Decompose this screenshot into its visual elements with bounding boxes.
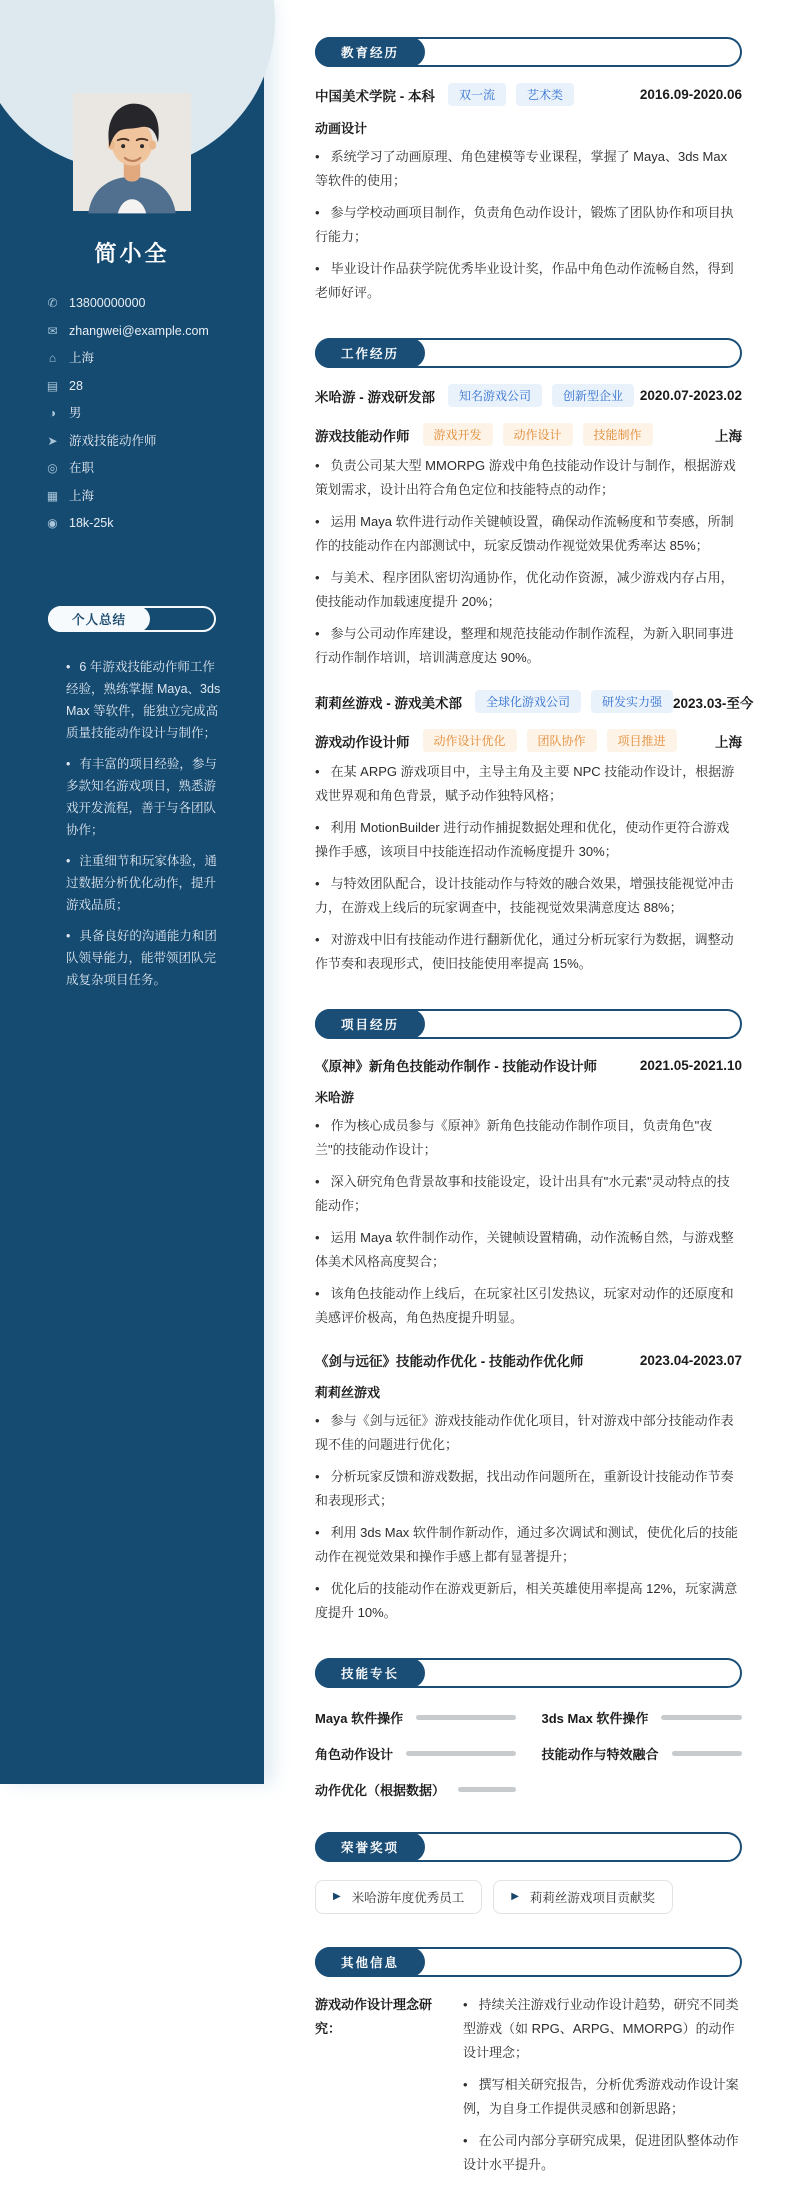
contact-age	[45, 378, 244, 395]
other-bullet: • 在公司内部分享研究成果，促进团队整体动作设计水平提升。	[463, 2129, 742, 2177]
section-projects	[315, 1009, 742, 1625]
avatar	[73, 93, 191, 211]
honors-section-title: 荣誉奖项	[315, 1832, 425, 1862]
skill-item	[542, 1744, 743, 1763]
education-bullet: • 毕业设计作品获学院优秀毕业设计奖，作品中角色动作流畅自然，得到老师好评。	[315, 257, 742, 305]
role-tag: 项目推进	[607, 729, 677, 752]
job-bullet: • 对游戏中旧有技能动作进行翻新优化，通过分析玩家行为数据，调整动作节奏和表现形式，使旧技能使用率提高 15%。	[315, 928, 742, 976]
role-header	[315, 423, 742, 446]
resume-main	[264, 0, 794, 2172]
skill-label: 3ds Max 软件操作	[541, 1711, 649, 1726]
skill-item	[315, 1780, 516, 1799]
contact-age-value: 28	[69, 378, 83, 393]
contact-phone	[45, 295, 244, 312]
job-bullet: • 负责公司某大型 MMORPG 游戏中角色技能动作设计与制作，根据游戏策划需求，设计出符合角色定位和技能特点的动作；	[315, 454, 742, 502]
status-icon: ◎	[47, 461, 58, 475]
contact-email	[45, 323, 244, 340]
other-label: 游戏动作设计理念研究：	[315, 1997, 433, 2036]
other-bullets	[463, 1993, 742, 2185]
skill-bar	[416, 1715, 515, 1720]
section-education	[315, 37, 742, 305]
other-bullet: • 持续关注游戏行业动作设计趋势，研究不同类型游戏（如 RPG、ARPG、MMORPG）的动作设计理念；	[463, 1993, 742, 2065]
job-header	[315, 384, 742, 407]
company-tags	[448, 384, 634, 407]
project-name: 《剑与远征》技能动作优化 - 技能动作优化师	[315, 1354, 584, 1369]
contact-city	[45, 350, 244, 367]
job-bullet: • 与特效团队配合，设计技能动作与特效的融合效果，增强技能视觉冲击力，在游戏上线后的玩家调查中，技能视觉效果满意度达 88%；	[315, 872, 742, 920]
job-date: 2020.07-2023.02	[639, 388, 742, 403]
section-other	[315, 1947, 742, 2185]
education-section-header	[315, 37, 742, 67]
job-bullet: • 运用 Maya 软件进行动作关键帧设置，确保动作流畅度和节奏感，所制作的技能动作在内部测试中，玩家反馈动作视觉效果优秀率达 85%；	[315, 510, 742, 558]
job-header	[315, 690, 754, 713]
project-bullet: • 分析玩家反馈和游戏数据，找出动作问题所在，重新设计技能动作节奏和表现形式；	[315, 1465, 742, 1513]
contact-status	[45, 460, 244, 477]
summary-item: • 6 年游戏技能动作师工作经验，熟练掌握 Maya、3ds Max 等软件，能独立完成高质量技能动作设计与制作；	[66, 656, 222, 744]
skill-grid	[315, 1708, 742, 1799]
play-icon: ▶	[333, 1891, 341, 1902]
project-entry	[315, 1350, 742, 1625]
projects-section-header	[315, 1009, 742, 1039]
home-icon: ⌂	[48, 351, 57, 365]
company-tag: 研发实力强	[591, 690, 673, 713]
project-bullet: • 优化后的技能动作在游戏更新后，相关英雄使用率提高 12%，玩家满意度提升 10%。	[315, 1577, 742, 1625]
honor-label: 莉莉丝游戏项目贡献奖	[529, 1891, 655, 1905]
summary-section-title: 个人总结	[48, 606, 150, 632]
major: 动画设计	[315, 121, 368, 136]
skill-bar	[661, 1715, 742, 1720]
other-bullet: • 撰写相关研究报告，分析优秀游戏动作设计案例，为自身工作提供灵感和创新思路；	[463, 2073, 742, 2121]
skill-item	[315, 1708, 516, 1727]
job-entry	[315, 690, 754, 976]
project-header	[315, 1350, 742, 1370]
other-section-header	[315, 1947, 742, 1977]
project-bullet: • 运用 Maya 软件制作动作，关键帧设置精确，动作流畅自然，与游戏整体美术风格高度契合；	[315, 1226, 742, 1274]
section-skills	[315, 1658, 742, 1799]
gender-icon: ◑	[48, 406, 57, 420]
salary-icon: ◉	[47, 516, 58, 530]
skills-section-title: 技能专长	[315, 1658, 425, 1688]
contact-gender-value: 男	[69, 406, 82, 420]
role-tag: 技能制作	[583, 423, 653, 446]
company-name: 米哈游 - 游戏研发部	[315, 389, 435, 405]
summary-item: • 注重细节和玩家体验，通过数据分析优化动作，提升游戏品质；	[66, 850, 222, 916]
job-location: 上海	[715, 428, 742, 444]
building-icon: ▦	[46, 488, 59, 503]
company-name: 莉莉丝游戏 - 游戏美术部	[315, 695, 462, 711]
contact-work-city	[45, 488, 244, 505]
school-tag: 艺术类	[516, 83, 574, 106]
role-tag: 游戏开发	[423, 423, 493, 446]
skill-label: 技能动作与特效融合	[541, 1747, 659, 1762]
skill-label: 角色动作设计	[315, 1747, 394, 1762]
contact-phone-value: 13800000000	[69, 296, 146, 310]
work-section-title: 工作经历	[315, 338, 425, 368]
phone-icon: ✆	[47, 296, 58, 310]
project-bullet: • 作为核心成员参与《原神》新角色技能动作制作项目，负责角色"夜兰"的技能动作设计；	[315, 1114, 742, 1162]
project-date: 2023.04-2023.07	[639, 1352, 742, 1368]
summary-item: • 有丰富的项目经验，参与多款知名游戏项目，熟悉游戏开发流程，善于与各团队协作；	[66, 753, 222, 841]
role-tags	[423, 729, 677, 752]
summary-list	[66, 656, 222, 991]
role-tags	[423, 423, 653, 446]
honor-label: 米哈游年度优秀员工	[351, 1891, 465, 1905]
skills-section-header	[315, 1658, 742, 1688]
play-icon: ▶	[511, 1891, 519, 1902]
honors-section-header	[315, 1832, 742, 1862]
job-bullet: • 与美术、程序团队密切沟通协作，优化动作资源，减少游戏内存占用，使技能动作加载速度提升 20%；	[315, 566, 742, 614]
contact-email-value: zhangwei@example.com	[69, 323, 209, 338]
project-name: 《原神》新角色技能动作制作 - 技能动作设计师	[315, 1059, 597, 1074]
job-bullet: • 参与公司动作库建设，整理和规范技能动作制作流程，为新入职同事进行动作制作培训，培训满意度达 90%。	[315, 622, 742, 670]
company-tag: 全球化游戏公司	[475, 690, 581, 713]
project-org: 米哈游	[315, 1090, 355, 1105]
skill-label: Maya 软件操作	[315, 1711, 404, 1726]
company-tag: 创新型企业	[552, 384, 634, 407]
skill-item	[315, 1744, 516, 1763]
project-entry	[315, 1055, 742, 1330]
contact-list	[0, 295, 264, 532]
school-tags	[448, 83, 574, 106]
contact-work-city-value: 上海	[69, 488, 95, 503]
contact-job-title-value: 游戏技能动作师	[69, 433, 157, 448]
project-date: 2021.05-2021.10	[639, 1057, 742, 1073]
job-bullet: • 利用 MotionBuilder 进行动作捕捉数据处理和优化，使动作更符合游戏操作手感，该项目中技能连招动作流畅度提升 30%；	[315, 816, 742, 864]
email-icon: ✉	[47, 323, 58, 338]
honor-item[interactable]	[315, 1880, 482, 1914]
job-location: 上海	[715, 734, 742, 750]
honor-item[interactable]	[493, 1880, 673, 1914]
job-entry	[315, 384, 742, 670]
project-org: 莉莉丝游戏	[315, 1385, 381, 1400]
summary-section-header	[48, 606, 216, 632]
contact-gender	[45, 405, 244, 422]
education-date: 2016.09-2020.06	[639, 87, 742, 102]
summary-item: • 具备良好的沟通能力和团队领导能力，能带领团队完成复杂项目任务。	[66, 925, 222, 991]
skill-bar	[406, 1751, 515, 1756]
skill-bar	[672, 1751, 742, 1756]
other-info	[315, 1993, 742, 2185]
contact-city-value: 上海	[69, 351, 95, 365]
company-tags	[475, 690, 673, 713]
contact-job-title	[45, 433, 244, 450]
work-section-header	[315, 338, 742, 368]
project-bullet: • 利用 3ds Max 软件制作新动作，通过多次调试和测试，使优化后的技能动作在视觉效果和操作手感上都有显著提升；	[315, 1521, 742, 1569]
project-bullet: • 该角色技能动作上线后，在玩家社区引发热议，玩家对动作的还原度和美感评价极高，角色热度提升明显。	[315, 1282, 742, 1330]
projects-section-title: 项目经历	[315, 1009, 425, 1039]
other-section-title: 其他信息	[315, 1947, 425, 1977]
project-bullet: • 深入研究角色背景故事和技能设定，设计出具有"水元素"灵动特点的技能动作；	[315, 1170, 742, 1218]
education-section-title: 教育经历	[315, 37, 425, 67]
role-header	[315, 729, 742, 752]
job-bullet: • 在某 ARPG 游戏项目中，主导主角及主要 NPC 技能动作设计，根据游戏世界观和角色背景，赋予动作独特风格；	[315, 760, 742, 808]
project-header	[315, 1055, 742, 1075]
contact-salary	[45, 515, 244, 532]
contact-salary-value: 18k-25k	[69, 516, 114, 530]
company-tag: 知名游戏公司	[448, 384, 542, 407]
portrait-illustration	[73, 93, 191, 211]
section-honors	[315, 1832, 742, 1914]
role-name: 游戏技能动作师	[315, 428, 410, 444]
school-tag: 双一流	[448, 83, 506, 106]
education-entry-header	[315, 83, 742, 106]
role-tag: 动作设计优化	[423, 729, 517, 752]
skill-item	[542, 1708, 743, 1727]
sidebar	[0, 0, 264, 1784]
role-name: 游戏动作设计师	[315, 734, 410, 750]
candidate-name: 简小全	[94, 241, 170, 266]
id-card-icon: ▤	[46, 378, 59, 393]
education-bullet: • 系统学习了动画原理、角色建模等专业课程，掌握了 Maya、3ds Max 等软件的使用；	[315, 145, 742, 193]
education-bullet: • 参与学校动画项目制作，负责角色动作设计，锻炼了团队协作和项目执行能力；	[315, 201, 742, 249]
skill-bar	[458, 1787, 515, 1792]
paper-plane-icon: ➤	[47, 433, 58, 448]
skill-label: 动作优化（根据数据）	[315, 1783, 446, 1798]
project-bullet: • 参与《剑与远征》游戏技能动作优化项目，针对游戏中部分技能动作表现不佳的问题进行优化；	[315, 1409, 742, 1457]
contact-status-value: 在职	[69, 461, 95, 475]
section-work	[315, 338, 754, 976]
role-tag: 动作设计	[503, 423, 573, 446]
school-name: 中国美术学院 - 本科	[315, 88, 435, 104]
job-date: 2023.03-至今	[673, 695, 754, 711]
honor-list	[315, 1880, 742, 1914]
role-tag: 团队协作	[527, 729, 597, 752]
